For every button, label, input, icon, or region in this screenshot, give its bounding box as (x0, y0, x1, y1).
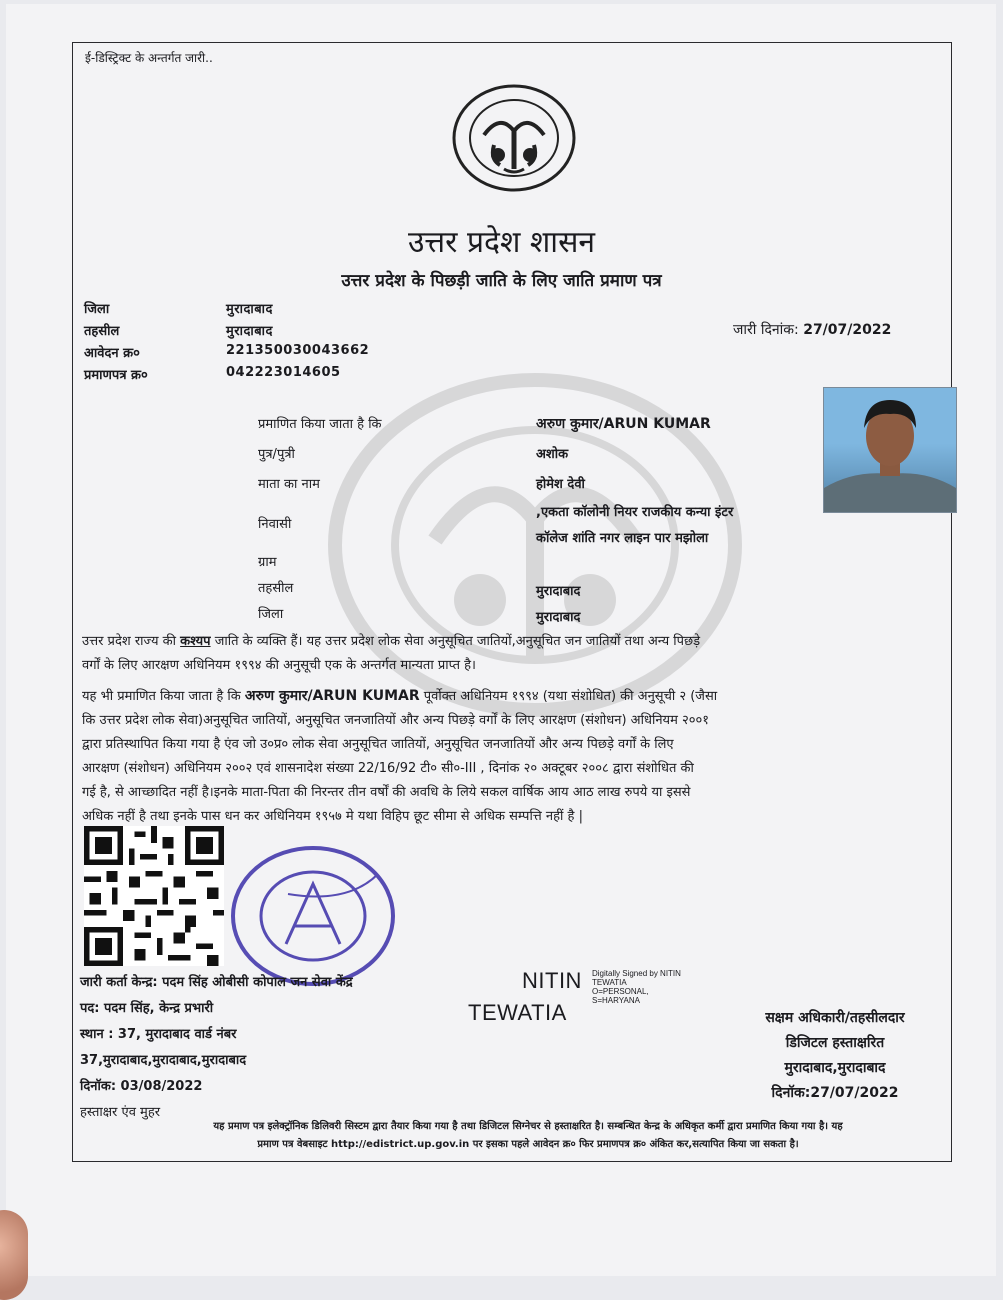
para2-line6: अधिक नहीं है तथा इनके पास धन कर अधिनियम १९५७ मे यथा विहिप छूट सीमा से अधिक सम्पत्ति नहीं है | (82, 809, 583, 824)
issuer-date: दिनॉक: 03/08/2022 (80, 1079, 203, 1094)
sig-detail1: Digitally Signed by NITIN (592, 969, 681, 978)
issue-date-value: 27/07/2022 (803, 322, 892, 338)
address-line1: ,एकता कॉलोनी नियर राजकीय कन्या इंटर (536, 505, 734, 520)
para2-line2: कि उत्तर प्रदेश लोक सेवा)अनुसूचित जातियों, अनुसूचित जनजातियों और अन्य पिछड़े वर्गों के लिए आरक्षण (संशोधन) अधिनियम २००१ (82, 713, 710, 728)
footer-note (78, 1118, 978, 1154)
header-label: ई-डिस्ट्रिक्ट के अन्तर्गत जारी.. (85, 51, 213, 65)
officer-signed: डिजिटल हस्ताक्षरित (785, 1035, 885, 1051)
district-label: जिला (84, 302, 110, 317)
issue-date (733, 320, 891, 339)
para2-name: अरुण कुमार/ARUN KUMAR (244, 688, 420, 704)
verification-qr-code[interactable] (84, 826, 224, 966)
caste-name: कश्यप (180, 634, 211, 649)
up-government-emblem-icon (450, 83, 578, 193)
district-value: मुरादाबाद (226, 302, 273, 317)
certificate-label: प्रमाणपत्र क्र० (84, 368, 148, 383)
issuer-place-line2: 37,मुरादाबाद,मुरादाबाद,मुरादाबाद (80, 1053, 247, 1068)
officer-title: सक्षम अधिकारी/तहसीलदार (765, 1010, 905, 1026)
footer-line1: यह प्रमाण पत्र इलेक्ट्रॉनिक डिलिवरी सिस्टम द्वारा तैयार किया गया है तथा डिजिटल सिग्नेचर से हस्ताक्षरित है। सम्बन्धित केन्द्र के अधिकृत कर्मी द्वारा प्रमाणित किया गया है। यह (213, 1121, 843, 1132)
district-field-value: मुरादाबाद (536, 610, 581, 625)
digital-signature-details (592, 969, 681, 1005)
signer-name-line1: NITIN (522, 968, 582, 993)
tehsil-field-value: मुरादाबाद (536, 584, 581, 599)
tehsil-label: तहसील (84, 324, 120, 339)
signer-name-line2: TEWATIA (468, 1000, 567, 1025)
footer-line2: प्रमाण पत्र वेबसाइट http://edistrict.up.gov.in पर इसका पहले आवेदन क्र० फिर प्रमाणपत्र क्र० अंकित कर,सत्यापित किया जा सकता है। (257, 1139, 799, 1150)
thumb (0, 1210, 28, 1300)
para2-line3: द्वारा प्रतिस्थापित किया गया है एंव जो उ०प्र० लोक सेवा अनुसूचित जातियों, अनुसूचित जनजातियों और अन्य पिछड़े वर्गों के लिए (82, 737, 674, 752)
district-field-label: जिला (258, 607, 284, 622)
jan-suvidha-kendra-seal (228, 844, 398, 989)
issuing-center: जारी कर्ता केन्द्र: पदम सिंह ओबीसी कोपाल जन सेवा केंद्र (80, 975, 353, 990)
resident-label: निवासी (258, 517, 292, 532)
signature-label: हस्ताक्षर एंव मुहर (80, 1105, 161, 1120)
para2-line4: आरक्षण (संशोधन) अधिनियम २००२ एवं शासनादेश संख्या 22/16/92 टी० सी०-III , दिनांक २० अक्टूबर २००८ द्वारा संशोधित की (82, 761, 694, 776)
para2-line5: गई है, से आच्छादित नहीं है।इनके माता-पिता की निरन्तर तीन वर्षों की अवधि के लिये सकल वार्षिक आय आठ लाख रुपये या इससे (82, 785, 691, 800)
government-title: उत्तर प्रदेश शासन (407, 225, 595, 260)
para1-line2: वर्गों के लिए आरक्षण अधिनियम १९९४ की अनुसूची एक के अन्तर्गत मान्यता प्राप्त है। (82, 658, 476, 673)
tehsil-field-label: तहसील (258, 581, 294, 596)
application-number: 221350030043662 (226, 343, 370, 358)
issuer-designation: पद: पदम सिंह, केन्द्र प्रभारी (80, 1001, 214, 1016)
village-label: ग्राम (258, 555, 277, 570)
mother-name: होमेश देवी (536, 477, 585, 492)
officer-date: दिनॉक:27/07/2022 (771, 1085, 899, 1101)
issuer-place-line1: स्थान : 37, मुरादाबाद वार्ड नंबर (80, 1027, 237, 1042)
para2-line1: पूर्वोक्त अधिनियम १९९४ (यथा संशोधित) की अनुसूची २ (जैसा (423, 689, 718, 704)
issue-date-label: जारी दिनांक: (733, 322, 799, 338)
address-line2: कॉलेज शांति नगर लाइन पार मझोला (536, 531, 709, 546)
certificate-title: उत्तर प्रदेश के पिछड़ी जाति के लिए जाति प्रमाण पत्र (341, 271, 662, 291)
para2-prefix: यह भी प्रमाणित किया जाता है कि (82, 689, 241, 704)
para1-line1: जाति के व्यक्ति हैं। यह उत्तर प्रदेश लोक सेवा अनुसूचित जातियों,अनुसूचित जन जातियों तथा अन्य पिछड़े (214, 634, 701, 649)
mother-label: माता का नाम (258, 477, 320, 492)
certified-label: प्रमाणित किया जाता है कि (258, 417, 382, 432)
sig-detail4: S=HARYANA (592, 996, 640, 1005)
application-label: आवेदन क्र० (84, 346, 140, 361)
person-photo-icon (824, 388, 956, 512)
certification-paragraph (82, 684, 942, 829)
sig-detail2: TEWATIA (592, 978, 627, 987)
parent-name: अशोक (536, 447, 569, 462)
parent-label: पुत्र/पुत्री (258, 447, 295, 462)
caste-paragraph (82, 630, 942, 678)
certificate-number: 042223014605 (226, 365, 341, 380)
applicant-photo (823, 387, 957, 513)
sig-detail3: O=PERSONAL, (592, 987, 649, 996)
para1-prefix: उत्तर प्रदेश राज्य की (82, 634, 176, 649)
officer-location: मुरादाबाद,मुरादाबाद (784, 1060, 886, 1076)
applicant-name: अरुण कुमार/ARUN KUMAR (536, 416, 711, 432)
tehsil-value: मुरादाबाद (226, 324, 273, 339)
